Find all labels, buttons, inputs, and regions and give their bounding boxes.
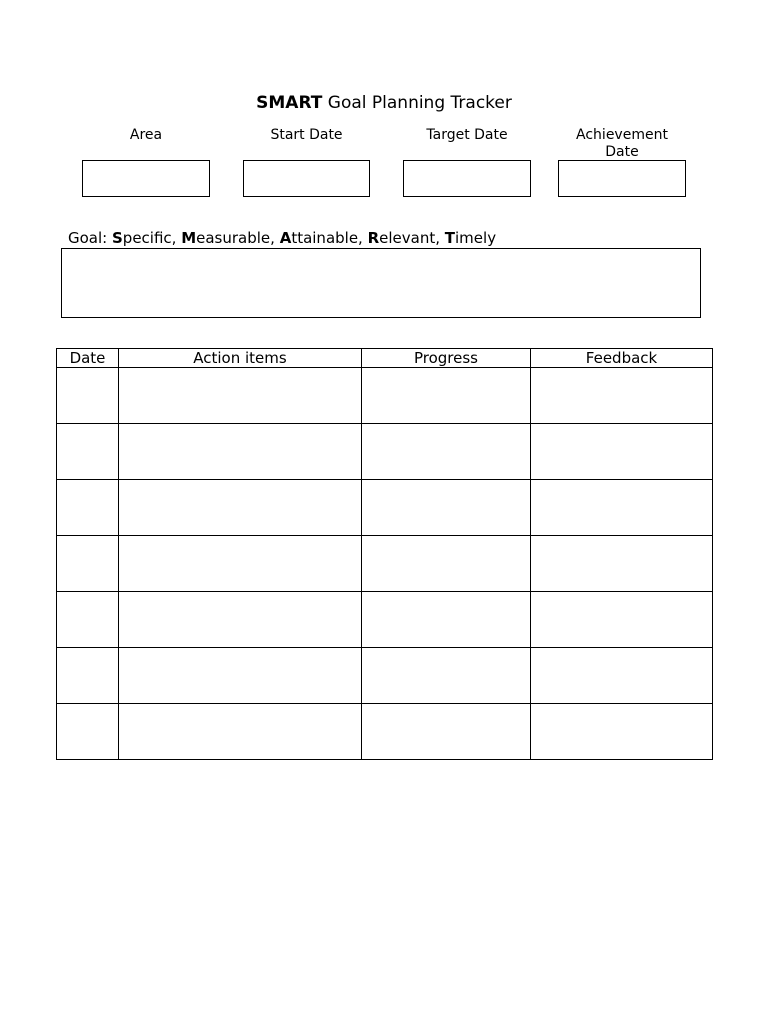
progress-cell[interactable] bbox=[362, 536, 531, 592]
progress-cell[interactable] bbox=[362, 592, 531, 648]
table-row bbox=[57, 704, 713, 760]
goal-input[interactable] bbox=[61, 248, 701, 318]
table-row bbox=[57, 424, 713, 480]
achievement-date-label: Achievement Date bbox=[576, 127, 668, 160]
goal-initial-s: S bbox=[111, 229, 123, 247]
goal-initial-r: R bbox=[367, 229, 380, 247]
feedback-cell[interactable] bbox=[531, 648, 713, 704]
feedback-cell[interactable] bbox=[531, 480, 713, 536]
table-row bbox=[57, 592, 713, 648]
column-header-progress: Progress bbox=[362, 349, 531, 368]
goal-label bbox=[68, 229, 496, 247]
date-cell[interactable] bbox=[57, 480, 119, 536]
date-cell[interactable] bbox=[57, 424, 119, 480]
page-title bbox=[0, 93, 768, 113]
column-header-action-items: Action items bbox=[119, 349, 362, 368]
column-header-feedback: Feedback bbox=[531, 349, 713, 368]
action-tracker-table bbox=[56, 348, 713, 760]
progress-cell[interactable] bbox=[362, 704, 531, 760]
action-items-cell[interactable] bbox=[119, 536, 362, 592]
feedback-cell[interactable] bbox=[531, 592, 713, 648]
goal-initial-a: A bbox=[279, 229, 292, 247]
date-cell[interactable] bbox=[57, 648, 119, 704]
title-bold: SMART bbox=[256, 93, 323, 113]
title-rest: Goal Planning Tracker bbox=[322, 93, 512, 113]
action-items-cell[interactable] bbox=[119, 592, 362, 648]
action-items-cell[interactable] bbox=[119, 368, 362, 424]
progress-cell[interactable] bbox=[362, 648, 531, 704]
feedback-cell[interactable] bbox=[531, 424, 713, 480]
goal-initial-m: M bbox=[181, 229, 197, 247]
progress-cell[interactable] bbox=[362, 368, 531, 424]
action-items-cell[interactable] bbox=[119, 424, 362, 480]
action-items-cell[interactable] bbox=[119, 704, 362, 760]
progress-cell[interactable] bbox=[362, 480, 531, 536]
table-row bbox=[57, 480, 713, 536]
column-header-date: Date bbox=[57, 349, 119, 368]
goal-word-specific: pecific, bbox=[122, 229, 182, 247]
target-date-field[interactable] bbox=[403, 160, 531, 197]
start-date-label: Start Date bbox=[270, 127, 343, 143]
goal-word-timely: imely bbox=[455, 229, 497, 247]
feedback-cell[interactable] bbox=[531, 704, 713, 760]
date-cell[interactable] bbox=[57, 592, 119, 648]
progress-cell[interactable] bbox=[362, 424, 531, 480]
table-row bbox=[57, 648, 713, 704]
achievement-date-field[interactable] bbox=[558, 160, 686, 197]
action-items-cell[interactable] bbox=[119, 480, 362, 536]
table-row bbox=[57, 368, 713, 424]
date-cell[interactable] bbox=[57, 536, 119, 592]
area-label: Area bbox=[129, 127, 163, 143]
feedback-cell[interactable] bbox=[531, 368, 713, 424]
date-cell[interactable] bbox=[57, 368, 119, 424]
action-items-cell[interactable] bbox=[119, 648, 362, 704]
feedback-cell[interactable] bbox=[531, 536, 713, 592]
goal-word-measurable: easurable, bbox=[196, 229, 280, 247]
goal-word-attainable: ttainable, bbox=[291, 229, 368, 247]
area-field[interactable] bbox=[82, 160, 210, 197]
goal-prefix: Goal: bbox=[68, 229, 112, 247]
table-header-row bbox=[57, 349, 713, 368]
start-date-field[interactable] bbox=[243, 160, 370, 197]
date-cell[interactable] bbox=[57, 704, 119, 760]
goal-word-relevant: elevant, bbox=[379, 229, 445, 247]
target-date-label: Target Date bbox=[426, 127, 508, 143]
table-row bbox=[57, 536, 713, 592]
goal-initial-t: T bbox=[444, 229, 456, 247]
